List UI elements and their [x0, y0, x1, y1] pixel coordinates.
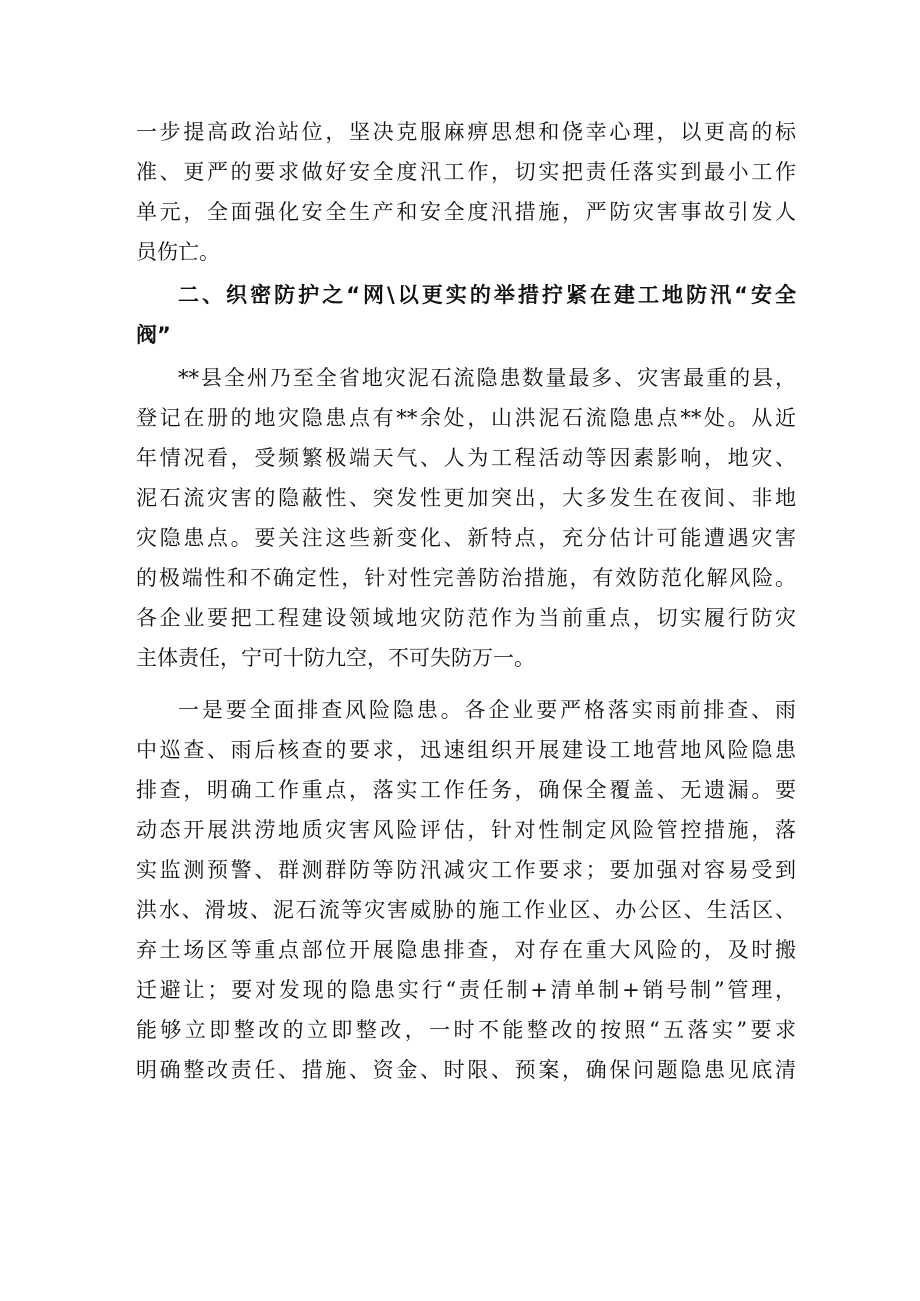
text-line: 排查，明确工作重点，落实工作任务，确保全覆盖、无遗漏。要	[136, 778, 796, 802]
text-line: 准、更严的要求做好安全度汛工作，切实把责任落实到最小工作	[136, 160, 796, 184]
text-line: 单元，全面强化安全生产和安全度汛措施，严防灾害事故引发人	[136, 200, 796, 224]
text-line: 中巡查、雨后核查的要求，迅速组织开展建设工地营地风险隐患	[136, 738, 796, 762]
text-line: 迁避让；要对发现的隐患实行“责任制+清单制+销号制”管理，	[136, 978, 796, 1002]
text-line: 一步提高政治站位，坚决克服麻痹思想和侥幸心理，以更高的标	[136, 120, 796, 144]
paragraph-safety-awareness	[136, 112, 796, 272]
text-line: 洪水、滑坡、泥石流等灾害威胁的施工作业区、办公区、生活区、	[136, 898, 796, 922]
text-line: 能够立即整改的立即整改，一时不能整改的按照“五落实”要求	[136, 1018, 796, 1042]
text-line: **县全州乃至全省地灾泥石流隐患数量最多、灾害最重的县，	[178, 366, 796, 390]
text-line: 弃土场区等重点部位开展隐患排查，对存在重大风险的，及时搬	[136, 938, 796, 962]
text-line: 主体责任，宁可十防九空，不可失防万一。	[136, 646, 535, 670]
paragraph-hazard-inspection	[136, 690, 796, 1090]
text-line: 各企业要把工程建设领域地灾防范作为当前重点，切实履行防灾	[136, 606, 796, 630]
text-line: 灾隐患点。要关注这些新变化、新特点，充分估计可能遭遇灾害	[136, 526, 796, 550]
text-line: 的极端性和不确定性，针对性完善防治措施，有效防范化解风险。	[136, 566, 796, 590]
paragraph-county-risk	[136, 358, 796, 678]
document-body	[136, 112, 796, 1090]
text-line: 员伤亡。	[136, 240, 220, 264]
heading-line: 阀”	[136, 323, 171, 347]
heading-line: 二、织密防护之“网\以更实的举措拧紧在建工地防汛“安全	[178, 283, 796, 307]
text-line: 年情况看，受频繁极端天气、人为工程活动等因素影响，地灾、	[136, 446, 796, 470]
section-heading-2	[136, 275, 796, 355]
text-line: 实监测预警、群测群防等防汛减灾工作要求；要加强对容易受到	[136, 858, 796, 882]
text-line: 登记在册的地灾隐患点有**余处，山洪泥石流隐患点**处。从近	[136, 406, 796, 430]
text-line: 一是要全面排查风险隐患。各企业要严格落实雨前排查、雨	[178, 698, 796, 722]
text-line: 明确整改责任、措施、资金、时限、预案，确保问题隐患见底清	[136, 1058, 796, 1082]
text-line: 动态开展洪涝地质灾害风险评估，针对性制定风险管控措施，落	[136, 818, 796, 842]
text-line: 泥石流灾害的隐蔽性、突发性更加突出，大多发生在夜间、非地	[136, 486, 796, 510]
